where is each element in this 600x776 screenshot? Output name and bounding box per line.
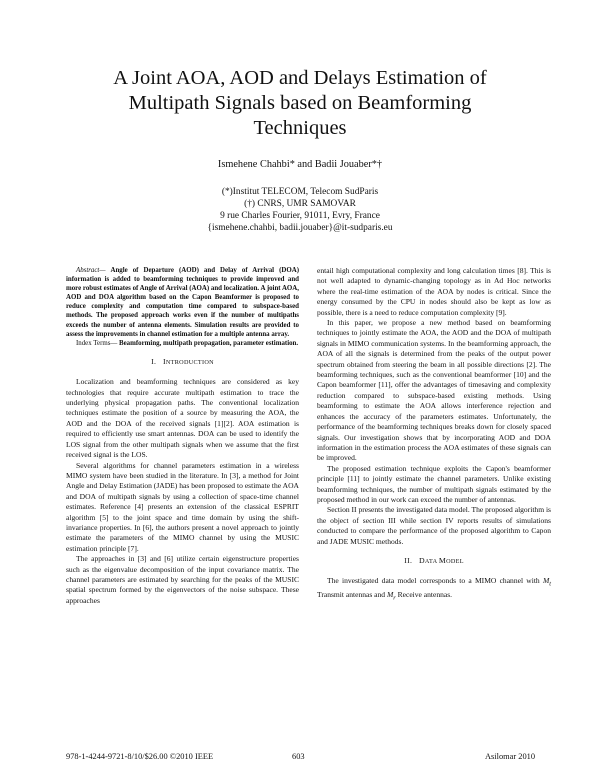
abstract-label: Abstract— xyxy=(76,267,111,274)
section-heading-introduction xyxy=(66,357,299,368)
footer-page-number: 603 xyxy=(292,752,305,761)
title-line: A Joint AOA, AOD and Delays Estimation of xyxy=(113,67,487,89)
title-line: Multipath Signals based on Beamforming xyxy=(128,92,472,114)
math-subscript: r xyxy=(393,594,396,602)
section-title-rest: NTRODUCTION xyxy=(165,358,214,366)
paragraph-text: Receive antennas. xyxy=(395,590,453,600)
section-title-rest: ODEL xyxy=(446,557,464,565)
affiliation-line: (*)Institut TELECOM, Telecom SudParis xyxy=(221,187,379,197)
math-symbol: M xyxy=(542,576,550,586)
paragraph-text: The investigated data model corresponds to a MIMO channel with xyxy=(327,576,543,586)
left-column xyxy=(66,266,299,606)
body-paragraph: Section II presents the investigated data model. The proposed algorithm is the object of section III while section IV reports results of simulations conducted to compare the performance of the proposed algorithm to Capon and JADE MUSIC methods. xyxy=(317,505,551,546)
right-column xyxy=(317,266,551,604)
index-terms-text: Beamforming, multipath propagation, parameter estimation. xyxy=(119,339,299,347)
section-number: II. xyxy=(404,555,413,565)
body-paragraph: The approaches in [3] and [6] utilize certain eigenstructure properties such as the eigenvalue decomposition of the input covariance matrix. The channel parameters are estimated by searching for the peaks of the MUSIC spatial spectrum formed by the eigenvectors of the noise subspace. These approaches xyxy=(66,554,299,605)
math-subscript: t xyxy=(549,580,551,588)
affiliation-line: 9 rue Charles Fourier, 91011, Evry, France xyxy=(220,211,380,221)
section-heading-data-model xyxy=(317,556,551,567)
section-title-initial: D xyxy=(418,555,425,565)
body-paragraph: entail high computational complexity and long calculation times [8]. This is not well adapted to dynamic-changing topology as in Ad Hoc networks where the real-time estimation of the AOA by nodes is critical. Since the energy consumed by the CPU in nodes should also be kept as low as possible, there is a need to reduce computation complexity [9]. xyxy=(317,266,551,317)
body-paragraph: Localization and beamforming techniques are considered as key technologies that require accurate multipath estimation to trace the underlying physical propagation paths. The conventional localization techniques estimate the position of a source by measuring the AOA, the AOD and the DOA of the received signals [1][2]. AOA estimation is required to efficiently use smart antennas. DOA can be used to identify the LOS signal from the other multipath signals when we assume that the first received signal is the LOS. xyxy=(66,377,299,460)
footer-isbn: 978-1-4244-9721-8/10/$26.00 ©2010 IEEE xyxy=(66,752,214,761)
title-line: Techniques xyxy=(253,117,347,139)
author-list: Ismehene Chahbi* and Badii Jouaber*† xyxy=(217,159,383,170)
abstract-text: Angle of Departure (AOD) and Delay of Arrival (DOA) information is added to beamforming techniques to provide improved and more robust estimates of Angle of Arrival (AOA) and localization. A joint AOA, AOD and DOA algorithm based on the Capon Beamformer is proposed to reduce complexity and computation time compared to subspace-based methods. The proposed approach works even if the number of multipaths exceeds the number of antenna elements. Simulation results are provided to assess the improvements in channel estimation for a multiple antenna array. xyxy=(66,267,299,338)
index-terms xyxy=(66,339,299,348)
body-paragraph: In this paper, we propose a new method based on beamforming techniques to jointly estimate the AOA, the AOD and the DOA of multipath signals in MIMO communication systems. In the beamforming approach, the AOA of all the signals is determined from the peaks of the output power spectrum obtained from steering the beam in all possible directions [2]. The beamforming techniques, such as the conventional beamformer [10] and the Capon beamformer [11], offer the advantages of timesaving and complexity reduction compared to subspace-based existing methods. Using beamforming to estimate the AOA allows interference rejection and enhances the accuracy of the parameters estimates. Unfortunately, the performance of the beamforming techniques breaks down for closely spaced signals. Our investigation shows that by incorporating AOD and DOA information in the estimation process the AOA estimates of these signals can be improved. xyxy=(317,318,551,463)
body-paragraph: Several algorithms for channel parameters estimation in a wireless MIMO system have been studied in the literature. In [3], a method for Joint Angle and Delay Estimation (JADE) has been proposed to estimate the AOA and DOA of multipath signals by using a collection of space-time channel estimates. Reference [4] presents an extension of the classical ESPRIT algorithm [5] to the joint space and time domain by using the shift-invariance properties. In [6], the authors present a novel approach to jointly estimate the parameters of the MIMO channel by using the MUSIC estimation principle [7]. xyxy=(66,460,299,553)
section-title-initial: I xyxy=(163,356,166,366)
section-number: I. xyxy=(151,356,157,366)
section-title-rest: ATA xyxy=(424,557,439,565)
paper-title xyxy=(60,66,540,141)
footer-venue: Asilomar 2010 xyxy=(485,752,536,761)
body-paragraph xyxy=(317,576,551,604)
index-terms-label: Index Terms— xyxy=(76,339,120,347)
affiliation-line: (†) CNRS, UMR SAMOVAR xyxy=(244,199,356,209)
body-paragraph: The proposed estimation technique exploits the Capon's beamformer principle [11] to jointly estimate the channel parameters. Unlike existing beamforming techniques, the number of multipath signals estimated by the proposed method in our work can exceed the number of antennas. xyxy=(317,463,551,504)
math-symbol: M xyxy=(386,590,394,600)
section-title-initial: M xyxy=(438,555,447,565)
abstract xyxy=(66,266,299,339)
affiliation-email: {ismehene.chahbi, badii.jouaber}@it-sudparis.eu xyxy=(207,223,393,233)
paragraph-text: Transmit antennas and xyxy=(317,590,387,600)
affiliation-block xyxy=(100,186,500,234)
